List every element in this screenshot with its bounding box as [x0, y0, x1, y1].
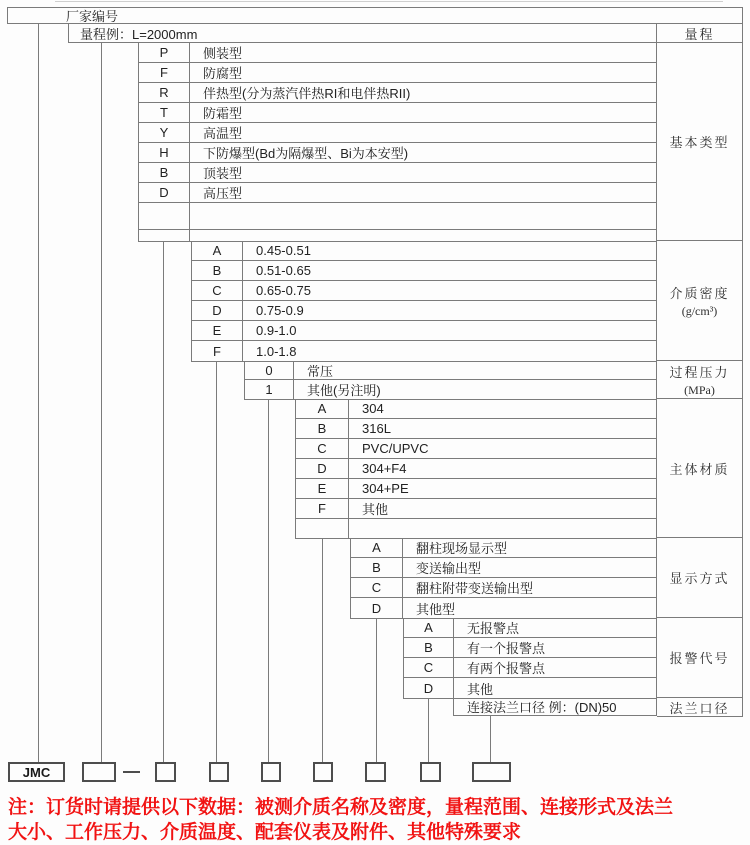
- range-example-label: 量程例：L=2000mm: [80, 26, 198, 42]
- table-row: [139, 203, 656, 230]
- manufacturer-number-label: 厂家编号: [66, 9, 119, 24]
- desc-cell: 高温型: [203, 126, 243, 141]
- table-row: [296, 439, 656, 459]
- code-cell: Y: [139, 123, 190, 142]
- desc-cell: 伴热型(分为蒸汽伴热RI和电伴热RII): [203, 86, 411, 101]
- table-row: [139, 43, 656, 63]
- table-row: [192, 301, 656, 321]
- desc-cell: 高压型: [203, 186, 243, 201]
- connector-line-basic-type: [163, 241, 164, 762]
- section-pressure: [244, 361, 657, 400]
- table-row: [404, 658, 656, 678]
- code-cell: E: [296, 479, 349, 498]
- connector-line-display-mode: [376, 618, 377, 762]
- code-cell: [139, 203, 190, 229]
- code-cell: [139, 230, 190, 241]
- code-cell: T: [139, 103, 190, 122]
- code-cell: C: [404, 658, 454, 677]
- code-cell: H: [139, 143, 190, 162]
- model-box-density: [209, 762, 229, 782]
- table-row: [296, 399, 656, 419]
- desc-cell: 304: [362, 401, 384, 416]
- code-cell: D: [139, 183, 190, 202]
- table-row: [296, 459, 656, 479]
- table-row: [139, 230, 656, 241]
- code-cell: C: [192, 281, 243, 300]
- desc-cell: 0.45-0.51: [256, 243, 311, 258]
- connector-line-manufacturer: [38, 24, 39, 762]
- table-row: [192, 321, 656, 341]
- code-cell: F: [139, 63, 190, 82]
- code-cell: A: [296, 399, 349, 418]
- model-box-range: [82, 762, 116, 782]
- desc-cell: 有两个报警点: [467, 661, 546, 676]
- desc-cell: 翻柱附带变送输出型: [416, 581, 534, 596]
- code-cell: D: [296, 459, 349, 478]
- table-row: [192, 341, 656, 361]
- connector-line-range: [101, 43, 102, 763]
- table-row: [351, 578, 656, 598]
- desc-cell: 其他型: [416, 601, 456, 617]
- table-row: [139, 143, 656, 163]
- ordering-note-line-1: 注：订货时请提供以下数据：被测介质名称及密度，量程范围、连接形式及法兰: [8, 797, 674, 818]
- desc-cell: 常压: [307, 363, 334, 379]
- table-row: [404, 618, 656, 638]
- desc-cell: 防霜型: [203, 106, 243, 121]
- code-cell: 0: [245, 361, 294, 379]
- desc-cell: 304+F4: [362, 461, 407, 476]
- code-cell: C: [296, 439, 349, 458]
- connector-line-density: [216, 361, 217, 762]
- top-divider: [55, 1, 723, 2]
- section-flange: [453, 698, 657, 716]
- table-row: [139, 83, 656, 103]
- table-row: [139, 183, 656, 203]
- side-label-material: 主体材质: [657, 399, 743, 538]
- flange-label: 连接法兰口径 例：(DN)50: [467, 700, 617, 715]
- desc-cell: [190, 230, 656, 241]
- model-box-display-mode: [365, 762, 386, 782]
- table-row: [404, 638, 656, 658]
- model-prefix-box: JMC: [8, 762, 65, 782]
- table-row: [296, 419, 656, 439]
- table-row: [404, 678, 656, 698]
- table-row: [192, 281, 656, 301]
- code-cell: P: [139, 43, 190, 62]
- connector-line-material: [322, 538, 323, 762]
- code-cell: B: [139, 163, 190, 182]
- table-row: [296, 519, 656, 538]
- side-label-pressure: 过程压力 (MPa): [657, 361, 743, 399]
- model-box-basic-type: [155, 762, 176, 782]
- desc-cell: PVC/UPVC: [362, 441, 429, 456]
- code-cell: [296, 519, 349, 538]
- code-cell: B: [351, 558, 403, 577]
- section-material: [295, 399, 657, 539]
- desc-cell: 下防爆型(Bd为隔爆型、Bi为本安型): [203, 146, 409, 161]
- ordering-note-line-2: 大小、工作压力、介质温度、配套仪表及附件、其他特殊要求: [8, 822, 522, 843]
- desc-cell: 其他: [362, 502, 389, 517]
- section-basic-type: [138, 43, 657, 242]
- side-label-range: 量程: [657, 24, 743, 43]
- desc-cell: 无报警点: [467, 621, 520, 636]
- desc-cell: 0.9-1.0: [256, 323, 297, 338]
- desc-cell: 1.0-1.8: [256, 343, 297, 359]
- table-row: [351, 598, 656, 618]
- side-label-flange: 法兰口径: [657, 698, 743, 717]
- code-cell: E: [192, 321, 243, 340]
- model-box-material: [313, 762, 333, 782]
- desc-cell: 316L: [362, 421, 391, 436]
- ordering-note: [8, 795, 748, 845]
- desc-cell: 翻柱现场显示型: [416, 541, 508, 556]
- code-cell: B: [192, 261, 243, 280]
- table-row: [296, 479, 656, 499]
- side-label-basic-type: 基本类型: [657, 43, 743, 241]
- table-row: [454, 698, 656, 715]
- table-row: [192, 261, 656, 281]
- connector-line-alarm: [428, 698, 429, 762]
- section-display-mode: [350, 538, 657, 619]
- code-cell: D: [192, 301, 243, 320]
- side-label-density: 介质密度 (g/cm³): [657, 241, 743, 361]
- code-cell: D: [351, 598, 403, 618]
- model-box-alarm: [420, 762, 441, 782]
- code-cell: F: [296, 499, 349, 518]
- connector-line-pressure: [268, 399, 269, 762]
- manufacturer-number-cell: [7, 7, 743, 24]
- desc-cell: 变送输出型: [416, 561, 482, 576]
- desc-cell: 0.65-0.75: [256, 283, 311, 298]
- table-row: [296, 499, 656, 519]
- code-cell: B: [296, 419, 349, 438]
- desc-cell: 0.75-0.9: [256, 303, 304, 318]
- table-row: [351, 558, 656, 578]
- table-row: [192, 241, 656, 261]
- code-cell: B: [404, 638, 454, 657]
- code-cell: F: [192, 341, 243, 361]
- code-cell: A: [404, 618, 454, 637]
- desc-cell: [349, 519, 656, 538]
- table-row: [139, 63, 656, 83]
- section-density: [191, 241, 657, 362]
- desc-cell: 304+PE: [362, 481, 409, 496]
- desc-cell: 其他: [467, 681, 494, 697]
- code-cell: C: [351, 578, 403, 597]
- desc-cell: 有一个报警点: [467, 641, 546, 656]
- model-dash: [123, 771, 140, 773]
- table-row: [139, 103, 656, 123]
- desc-cell: 0.51-0.65: [256, 263, 311, 278]
- desc-cell: [190, 203, 656, 229]
- table-row: [245, 361, 656, 380]
- side-label-alarm: 报警代号: [657, 618, 743, 698]
- desc-cell: 侧装型: [203, 46, 243, 61]
- range-example-cell: [68, 24, 657, 43]
- model-box-pressure: [261, 762, 281, 782]
- code-cell: A: [351, 538, 403, 557]
- side-label-display-mode: 显示方式: [657, 538, 743, 618]
- model-box-flange: [472, 762, 511, 782]
- desc-cell: 其他(另注明): [307, 383, 381, 398]
- code-cell: D: [404, 678, 454, 698]
- code-cell: A: [192, 241, 243, 260]
- table-row: [139, 123, 656, 143]
- code-cell: R: [139, 83, 190, 102]
- table-row: [245, 380, 656, 399]
- connector-line-flange: [490, 715, 491, 762]
- table-row: [351, 538, 656, 558]
- desc-cell: 顶装型: [203, 166, 243, 181]
- table-row: [139, 163, 656, 183]
- code-cell: 1: [245, 380, 294, 399]
- section-alarm: [403, 618, 657, 699]
- desc-cell: 防腐型: [203, 66, 243, 81]
